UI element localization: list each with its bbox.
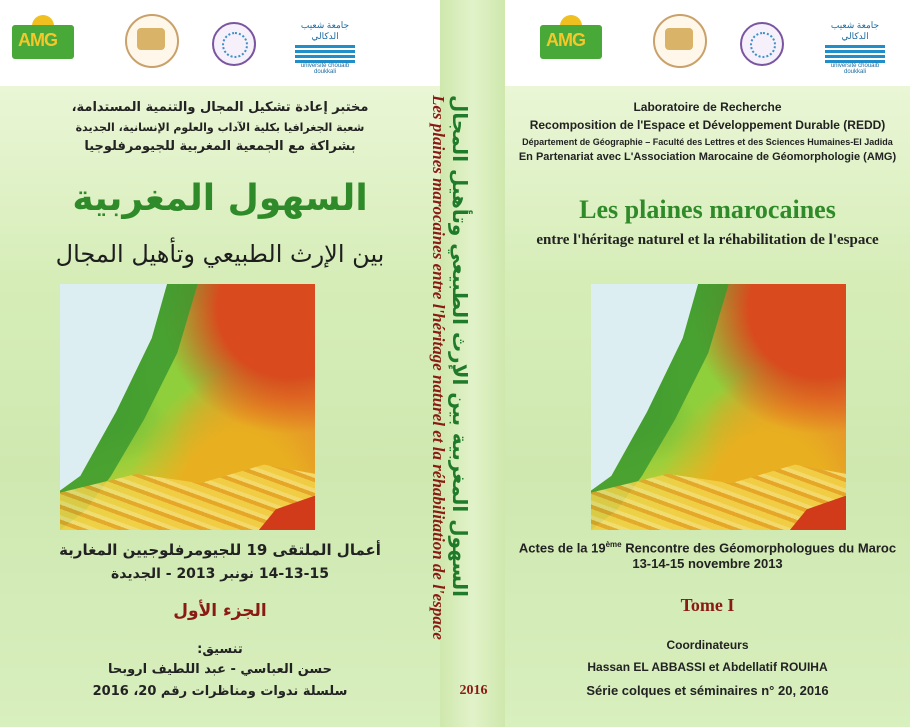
lab-line-ar-1: مختبر إعادة تشكيل المجال والتنمية المستدامة، xyxy=(71,100,369,115)
lab-line-fr-2: Recomposition de l'Espace et Développement Durable (REDD) xyxy=(529,118,886,132)
lab-seal-logo xyxy=(212,22,256,66)
spine-year: 2016 xyxy=(459,683,488,698)
lab-line-ar-2: شعبة الجغرافيا بكلية الآداب والعلوم الإنسانية، الجديدة xyxy=(75,121,365,134)
faculty-seal-logo xyxy=(125,14,179,68)
coord-names-ar: حسن العباسي - عبد اللطيف اروبحا xyxy=(107,662,333,677)
amg-logo-right: AMG xyxy=(540,25,602,59)
coord-names-fr: Hassan EL ABBASSI et Abdellatif ROUIHA xyxy=(587,660,828,674)
relief-map-left xyxy=(60,284,315,530)
coord-label-ar: تنسيق: xyxy=(197,642,243,657)
lab-line-ar-3: بشراكة مع الجمعية المغربية للجيومرفلوجيا xyxy=(84,139,356,154)
series-ar: سلسلة ندوات ومناظرات رقم 20، 2016 xyxy=(92,684,348,699)
subtitle-ar: بين الإرث الطبيعي وتأهيل المجال xyxy=(55,240,385,268)
university-logo-right: جامعة شعيب الدكالي université chouaib doukkali xyxy=(820,20,890,60)
amg-logo: AMG xyxy=(12,25,74,59)
volume-ar: الجزء الأول xyxy=(173,601,267,621)
university-logo: جامعة شعيب الدكالي université chouaib doukkali xyxy=(290,20,360,60)
spine-title-ar: السهول المغربية بين الإرث الطبيعي وتأهيل المجال xyxy=(448,95,472,598)
lab-seal-logo-right xyxy=(740,22,784,66)
spine-title xyxy=(428,95,472,650)
relief-map-right xyxy=(591,284,846,530)
title-fr: Les plaines marocaines xyxy=(579,195,836,224)
subtitle-fr: entre l'héritage naturel et la réhabilitation de l'espace xyxy=(536,232,879,248)
title-ar: السهول المغربية xyxy=(72,178,368,219)
lab-line-fr-1: Laboratoire de Recherche xyxy=(633,100,782,114)
lab-line-fr-4: En Partenariat avec L'Association Marocaine de Géomorphologie (AMG) xyxy=(518,151,897,163)
acts-line-ar-2: 14-13-15 نونبر 2013 - الجديدة xyxy=(111,566,329,582)
faculty-seal-logo-right xyxy=(653,14,707,68)
lab-line-fr-3: Département de Géographie – Faculté des Lettres et des Sciences Humaines-El Jadida xyxy=(522,137,893,147)
acts-line-fr: Actes de la 19ème Rencontre des Géomorphologues du Maroc xyxy=(518,540,897,556)
tome-fr: Tome I xyxy=(680,595,735,615)
spine-title-fr: Les plaines marocaines entre l'héritage naturel et la réhabilitation de l'espace xyxy=(429,95,448,640)
dates-fr: 13-14-15 novembre 2013 xyxy=(632,556,783,571)
coord-label-fr: Coordinateurs xyxy=(666,638,749,652)
series-fr: Série colques et séminaires n° 20, 2016 xyxy=(586,683,829,698)
acts-line-ar-1: أعمال الملتقى 19 للجيومرفلوجيين المغاربة xyxy=(59,541,381,559)
